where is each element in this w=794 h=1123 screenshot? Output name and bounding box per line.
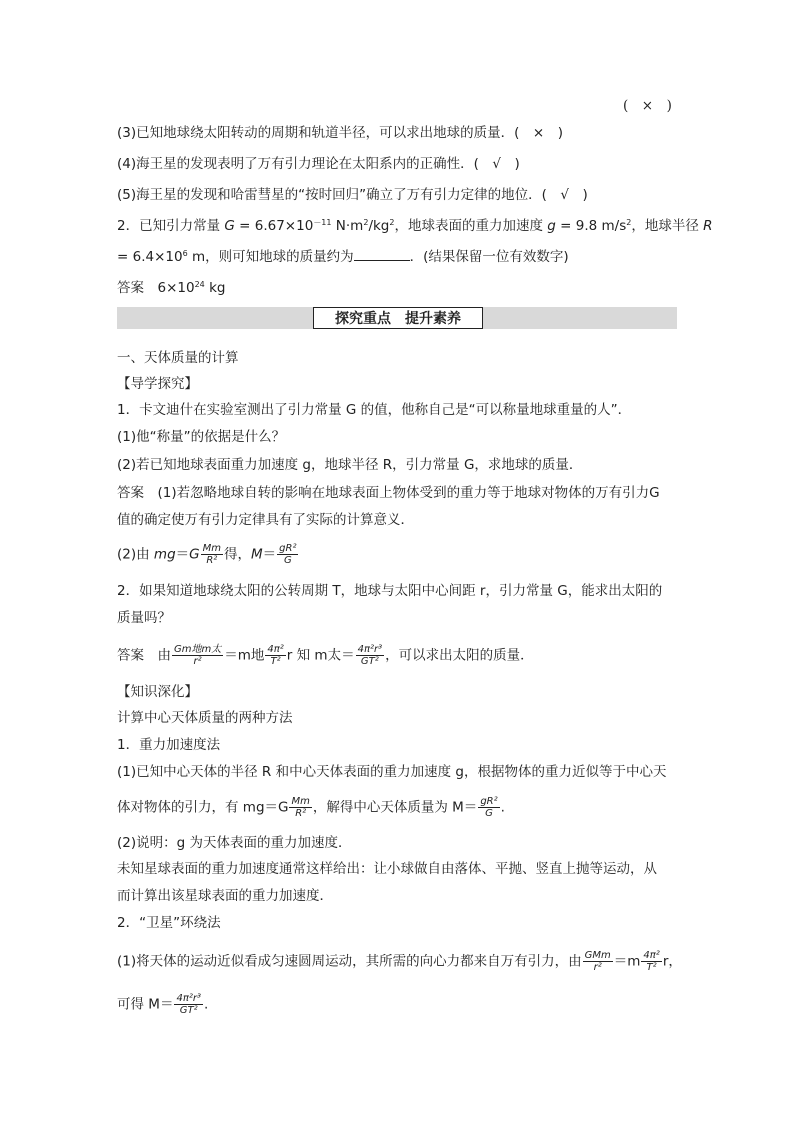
question-2-answer: 答案 $6\times 10^{24}$ kg <box>117 280 226 296</box>
method-1-detail-2: 而计算出该星球表面的重力加速度． <box>117 888 333 904</box>
judgement-4: (4)海王星的发现表明了万有引力理论在太阳系内的正确性．( √ ) <box>117 156 520 172</box>
section-1-title: 一、天体质量的计算 <box>117 350 239 366</box>
methods-intro: 计算中心天体质量的两种方法 <box>117 710 293 726</box>
guide-heading: 【导学探究】 <box>117 376 198 392</box>
problem-1-part-2: (2)若已知地球表面重力加速度 g，地球半径 R，引力常量 G，求地球的质量． <box>117 457 583 473</box>
answer-1-line-1: 答案 (1)若忽略地球自转的影响在地球表面上物体受到的重力等于地球对物体的万有引力G <box>117 485 660 501</box>
answer-2-formula: 答案 由 $\frac{\text{Gm地m太}}{\text{r²}}$ ＝m地 $\frac{\text{4π²}}{\text{T²}}$ r 知 m太＝ $\frac{\text{4π²r³}}{\text{GT²}}$ ，可以求出太阳的质量． <box>117 644 534 667</box>
problem-1-part-1: (1)他“称量”的依据是什么？ <box>117 429 286 445</box>
method-2-formula-2: 可得 M＝ $\frac{\text{4π²r³}}{\text{GT²}}$ . <box>117 993 209 1016</box>
answer-1-line-2: 值的确定使万有引力定律具有了实际的计算意义． <box>117 512 414 528</box>
section-banner-title: 探究重点 提升素养 <box>313 307 483 329</box>
method-2-formula-1: (1)将天体的运动近似看成匀速圆周运动，其所需的向心力都来自万有引力，由 $\frac{\text{GMm}}{\text{r²}}$ ＝m $\frac{\text{4π²}}{\text{T²}}$ r， <box>117 950 682 973</box>
method-1-note: (2)说明：g 为天体表面的重力加速度． <box>117 835 352 851</box>
section-banner <box>117 307 677 329</box>
method-2-title: 2．“卫星”环绕法 <box>117 915 221 931</box>
answer-label: 答案 <box>117 280 144 296</box>
judgement-4-mark: √ <box>492 156 501 172</box>
judgement-3-mark: × <box>532 125 545 141</box>
method-1-title: 1．重力加速度法 <box>117 737 221 753</box>
question-2-line-1: 2．已知引力常量 $G = 6.67\times 10^{-11}$ $N\cdot m^2/kg^2$，地球表面的重力加速度 g = 9.8 $m/s^2$，地球半径 R <box>117 218 713 234</box>
problem-1: 1．卡文迪什在实验室测出了引力常量 G 的值，他称自己是“可以称量地球重量的人”． <box>117 402 632 418</box>
method-1-line-1: (1)已知中心天体的半径 R 和中心天体表面的重力加速度 g，根据物体的重力近似等于中心天 <box>117 764 667 780</box>
judgement-5-mark: √ <box>560 187 569 203</box>
deep-heading: 【知识深化】 <box>117 684 198 700</box>
method-1-formula: 体对物体的引力，有 mg＝G $\frac{Mm}{\text{R²}}$ ，解得中心天体质量为 M＝ $\frac{\text{gR²}}{G}$ . <box>117 796 505 819</box>
judgement-1-mark: × <box>641 98 654 114</box>
answer-1-formula: (2)由 mg＝G $\frac{Mm}{\text{R²}}$ 得，M＝ $\frac{\text{gR²}}{G}$ <box>117 543 297 566</box>
answer-blank <box>354 248 410 261</box>
question-2-line-2: = $6.4\times 10^6$ m，则可知地球的质量约为 ．(结果保留一位有效数字) <box>117 249 569 265</box>
problem-2-line-1: 2．如果知道地球绕太阳的公转周期 T，地球与太阳中心间距 r，引力常量 G，能求出太阳的 <box>117 583 663 599</box>
method-1-detail-1: 未知星球表面的重力加速度通常这样给出：让小球做自由落体、平抛、竖直上抛等运动，从 <box>117 861 657 877</box>
judgement-5: (5)海王星的发现和哈雷彗星的“按时回归”确立了万有引力定律的地位．( √ ) <box>117 187 588 203</box>
judgement-1-bracket: ( × ) <box>623 98 672 114</box>
judgement-3: (3)已知地球绕太阳转动的周期和轨道半径，可以求出地球的质量．( × ) <box>117 125 563 141</box>
problem-2-line-2: 质量吗？ <box>117 610 171 626</box>
